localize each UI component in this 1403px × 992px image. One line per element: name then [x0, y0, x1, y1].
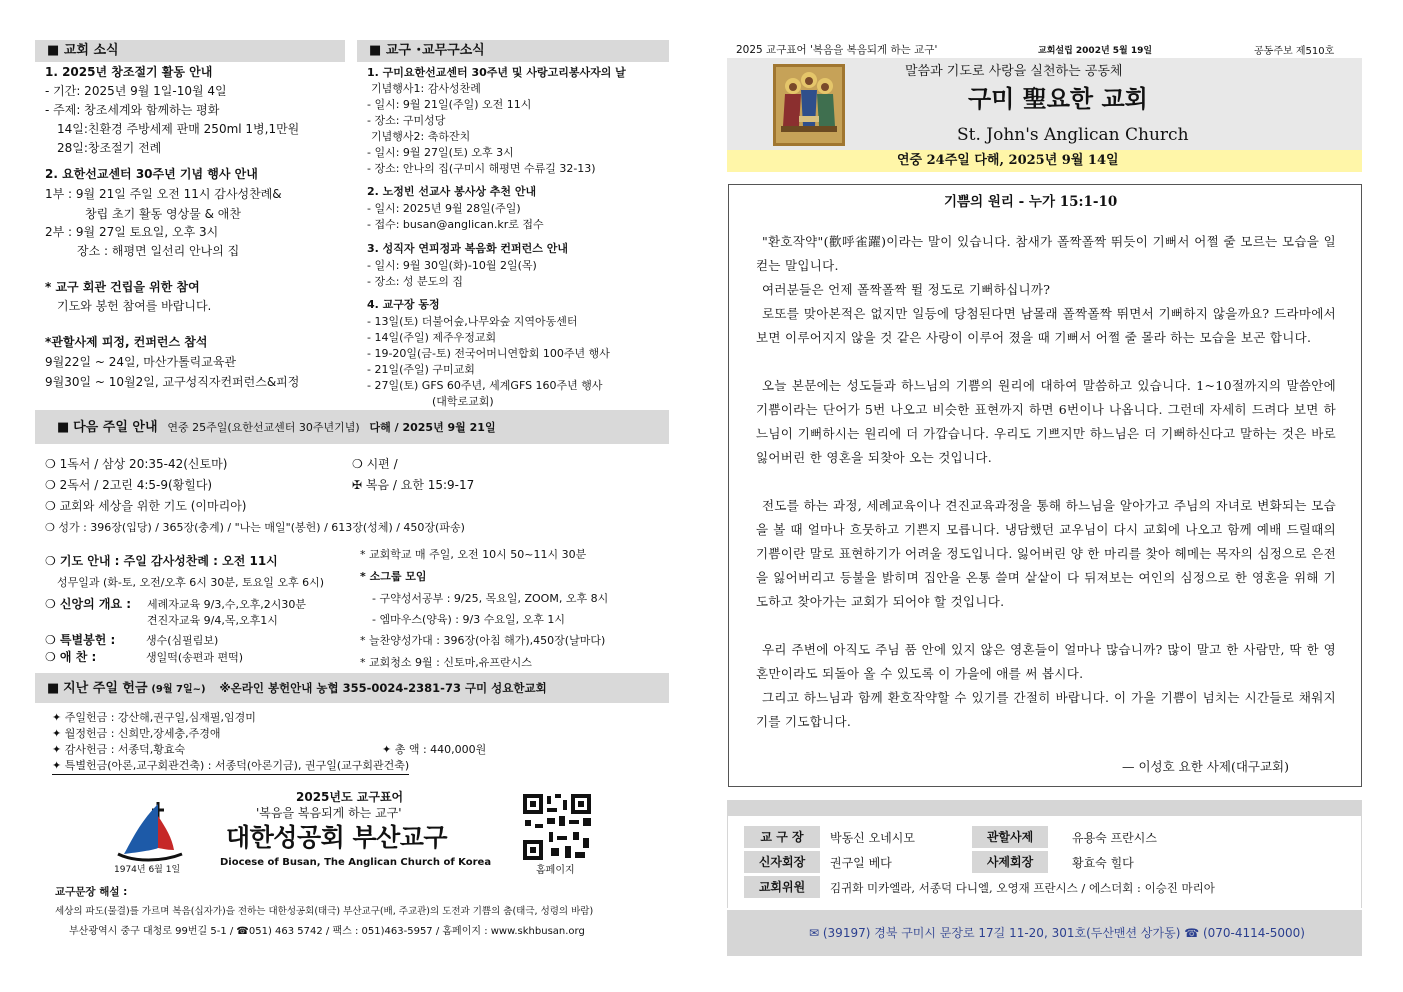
list-item: 14일:친환경 주방세제 판매 250ml 1병,1만원 — [57, 122, 300, 136]
list-item: * 교구 회관 건립을 위한 참여 — [45, 280, 200, 294]
choir: * 늘찬양성가대 : 396장(아침 해가),450장(날마다) — [360, 634, 606, 647]
staff-top-strip — [727, 800, 1362, 816]
motto-year: 2025년도 교구표어 — [296, 790, 404, 804]
diocese-motto: 2025 교구표어 '복음을 복음되게 하는 교구' — [736, 44, 938, 56]
list-item: 2. 노정빈 선교사 봉사상 추천 안내 — [367, 185, 537, 198]
agape-label: ❍ 애 찬 : — [45, 650, 97, 664]
motto: '복음을 복음되게 하는 교구' — [256, 806, 402, 820]
faith-outline-1: 세례자교육 9/3,수,오후,2시30분 — [147, 598, 306, 611]
agape: 생일떡(송편과 편떡) — [146, 651, 244, 664]
bulletin-issue: 공동주보 제510호 — [1254, 46, 1335, 57]
list-item: 9월22일 ~ 24일, 마산가톨릭교육관 — [45, 355, 236, 369]
daily-office: 성무일과 (화-토, 오전/오후 6시 30분, 토요일 오후 6시) — [57, 576, 324, 589]
church-school: * 교회학교 매 주일, 오전 10시 50~11시 30분 — [360, 548, 587, 561]
reading-1: ❍ 1독서 / 삼상 20:35-42(신토마) — [45, 457, 228, 471]
offering-line: ✦ 월정헌금 : 신희만,장세충,주경애 — [52, 727, 221, 740]
diocese-name-kr: 대한성공회 부산교구 — [226, 823, 448, 852]
psalm: ❍ 시편 / — [352, 457, 398, 471]
list-item: - 13일(토) 더불어숲,나무와숲 지역아동센터 — [367, 315, 578, 328]
founded-date: 1974년 6월 1일 — [114, 865, 181, 875]
list-item: - 21일(주일) 구미교회 — [367, 363, 475, 376]
sermon-paragraph: 그리고 하느님과 함께 환호작약할 수 있기를 간절히 바랍니다. 이 가을 기쁨이 넘치는 시간들로 채워지기를 기도합니다. — [756, 690, 1336, 729]
sermon-paragraph: 우리 주변에 아직도 주님 품 안에 있지 않은 영혼들이 얼마나 많습니까? 많이 말고 한 사람만, 딱 한 영혼만이라도 되돌아 올 수 있도록 이 가을에 애를 써 봅시다. — [756, 642, 1336, 681]
list-item: 기도와 봉헌 참여를 바랍니다. — [57, 299, 212, 313]
church-name-en: St. John's Anglican Church — [957, 125, 1189, 145]
list-item: 1부 : 9월 21일 주일 오전 11시 감사성찬례& — [45, 187, 282, 201]
priest-label: 관할사제 — [972, 826, 1048, 848]
square-bullet-icon: ■ — [47, 43, 64, 58]
diocese-news-header: ■ 교구 ･교무구소식 — [357, 40, 669, 62]
list-item: 1. 2025년 창조절기 활동 안내 — [45, 65, 213, 79]
men-president-name: 권구일 베다 — [830, 856, 892, 870]
cleaning: * 교회청소 9월 : 신토마,유프란시스 — [360, 656, 532, 669]
diocese-address: 부산광역시 중구 대청로 99번길 5-1 / ☎051) 463 5742 / 팩스 : 051)463-5957 / 홈페이지 : www.skhbusan.org — [69, 926, 585, 937]
list-item: 창립 초기 활동 영상물 & 애찬 — [85, 207, 241, 221]
list-item: 2. 요한선교센터 30주년 기념 행사 안내 — [45, 167, 258, 181]
list-item: - 기간: 2025년 9월 1일-10월 4일 — [45, 84, 227, 98]
trinity-icon-image — [773, 64, 845, 146]
address-bar — [727, 910, 1362, 956]
list-item: - 접수: busan@anglican.kr로 접수 — [367, 218, 544, 231]
diocese-logo-icon — [110, 796, 190, 868]
men-president-label: 신자회장 — [744, 851, 820, 873]
diocese-name-en: Diocese of Busan, The Anglican Church of Korea — [220, 857, 492, 868]
list-item: (대학로교회) — [432, 395, 494, 408]
list-item: 3. 성직자 연피정과 복음화 컨퍼런스 안내 — [367, 242, 568, 255]
list-item: - 일시: 9월 21일(주일) 오전 11시 — [367, 98, 532, 111]
tagline: 말씀과 기도로 사랑을 실천하는 공동체 — [905, 64, 1123, 79]
women-president-name: 황효숙 힐다 — [1072, 856, 1134, 870]
list-item: - 장소: 안나의 집(구미시 해평면 수류길 32-13) — [367, 162, 596, 175]
square-bullet-icon: ■ — [369, 43, 386, 58]
church-address: ✉ (39197) 경북 구미시 문장로 17길 11-20, 301호(두산맨션 상가동) ☎ (070-4114-5000) — [809, 926, 1305, 940]
gospel: ✠ 복음 / 요한 15:9-17 — [352, 478, 475, 492]
faith-outline-label: ❍ 신앙의 개요 : — [45, 597, 132, 611]
church-founded: 교회설립 2002년 5월 19일 — [1038, 46, 1153, 56]
list-item: - 19-20일(금-토) 전국어머니연합회 100주년 행사 — [367, 347, 610, 360]
faith-outline-2: 견진자교육 9/4,목,오후1시 — [147, 614, 278, 627]
sermon-title: 기쁨의 원리 - 누가 15:1-10 — [944, 194, 1118, 210]
list-item: - 일시: 9월 30일(화)-10월 2일(목) — [367, 259, 537, 272]
sermon-paragraph: 전도를 하는 과정, 세례교육이나 견진교육과정을 통해 하느님을 알아가고 주님의 자녀로 변화되는 모습을 볼 때 얼마나 흐뭇하고 기쁜지 모릅니다. 냉담했던 교우님이 다시 교회에 나오고 함께 예배 드릴때의 기쁨이란 말로 표현하기가 어려울 정도입니다. 잃어버린 양 한 마리를 찾아 헤메는 목자의 심정으로 은전을 잃어버리고 등불을 밝히며 집안을 온통 쓸며 샅샅이 다 뒤져보는 여인의 심정으로 한 영혼을 위해 기도하고 찾아가는 교회가 되어야 할 것입니다. — [756, 498, 1336, 609]
list-item: - 27일(토) GFS 60주년, 세계GFS 160주년 행사 — [367, 379, 603, 392]
emblem-title: 교구문장 해설 : — [55, 886, 128, 898]
next-sunday-header: ■ 다음 주일 안내 연중 25주일(요한선교센터 30주년기념) 다해 / 2025년 9월 21일 — [35, 410, 669, 444]
bishop-label: 교 구 장 — [744, 826, 820, 848]
sermon-author: — 이성호 요한 사제(대구교회) — [1122, 759, 1289, 774]
sermon-paragraph: "환호작약"(歡呼雀躍)이라는 말이 있습니다. 참새가 폴짝폴짝 뛰듯이 기뻐서 어쩔 줄 모르는 모습을 일컫는 말입니다. — [756, 234, 1336, 273]
offering-line: ✦ 특별헌금(아론,교구회관건축) : 서종덕(아론기금), 권구일(교구회관건축) — [52, 757, 409, 775]
list-item: - 주제: 창조세계와 함께하는 평화 — [45, 103, 220, 117]
list-item: 4. 교구장 동정 — [367, 298, 440, 311]
committee-label: 교회위원 — [744, 876, 820, 898]
priest-name: 유용숙 프란시스 — [1072, 831, 1157, 845]
hymns: ❍ 성가 : 396장(입당) / 365장(충계) / "나는 매일"(봉헌) / 613장(성체) / 450장(파송) — [45, 521, 465, 534]
offering-header: ■ 지난 주일 헌금 (9월 7일~) ※온라인 봉헌안내 농협 355-0024-2381-73 구미 성요한교회 — [35, 673, 669, 703]
list-item: - 일시: 9월 27일(토) 오후 3시 — [367, 146, 514, 159]
emblem-description: 세상의 파도(물결)를 가르며 복음(십자가)을 전하는 대한성공회(태극) 부산교구(배, 주교관)의 도전과 기쁨의 춤(태극, 성령의 바람) — [55, 906, 594, 917]
list-item: *관할사제 피정, 컨퍼런스 참석 — [45, 335, 208, 349]
list-item: - 장소: 성 분도의 집 — [367, 275, 464, 288]
sermon-paragraph: 오늘 본문에는 성도들과 하느님의 기쁨의 원리에 대하여 말씀하고 있습니다. 1~10절까지의 말씀안에 기쁨이라는 단어가 5번 나오고 비슷한 표현까지 하면 6번이나 나옵니다. 그런데 자세히 드려다 보면 하느님이 기뻐하시는 원리에 더 가깝습니다. 우리도 기쁘지만 하느님은 더 기뻐하신다고 말하는 것은 바로 잃어버린 한 영혼을 되찾아 오는 것입니다. — [756, 378, 1336, 465]
list-item: 장소 : 해평면 일선리 안나의 집 — [77, 244, 240, 258]
special-offering-label: ❍ 특별봉헌 : — [45, 633, 116, 647]
list-item: 기념행사1: 감사성찬례 — [371, 82, 481, 95]
special-offering: 생수(심필림보) — [146, 634, 219, 647]
small-group-2: - 엠마우스(양육) : 9/3 수요일, 오후 1시 — [372, 613, 565, 626]
offering-total: ✦ 총 액 : 440,000원 — [382, 743, 487, 756]
list-item: - 일시: 2025년 9월 28일(주일) — [367, 202, 521, 215]
square-bullet-icon: ■ — [57, 420, 70, 435]
list-item: 1. 구미요한선교센터 30주년 및 사랑고리봉사자의 날 — [367, 66, 626, 79]
list-item: - 장소: 구미성당 — [367, 114, 446, 127]
bishop-name: 박동신 오네시모 — [830, 831, 915, 845]
church-name-kr: 구미 聖요한 교회 — [968, 84, 1148, 113]
reading-2: ❍ 2독서 / 2고린 4:5-9(황힐다) — [45, 478, 213, 492]
committee-names: 김귀화 미카엘라, 서종덕 다니엘, 오영재 프란시스 / 에스더회 : 이승진 마리아 — [830, 881, 1215, 895]
offering-line: ✦ 주일헌금 : 강산해,권구일,심재필,임경미 — [52, 711, 256, 724]
qr-code-icon[interactable] — [521, 792, 593, 862]
sermon-paragraph: 로또를 맞아본적은 없지만 일등에 당첨된다면 남몰래 폴짝폴짝 뛰면서 기뻐하지 않을까요? 드라마에서 보면 이루어지지 않을 것 같은 사랑이 이루어 졌을 때 기뻐서 어쩔 줄 몰라 하는 모습을 보곤 합니다. — [756, 306, 1336, 345]
sermon-paragraph: 여러분들은 언제 폴짝폴짝 뛸 정도로 기뻐하십니까? — [762, 282, 1051, 297]
list-item: 기념행사2: 축하잔치 — [371, 130, 471, 143]
offering-line: ✦ 감사헌금 : 서종덕,황효숙 — [52, 743, 186, 756]
date-bar: 연중 24주일 다해, 2025년 9월 14일 — [727, 150, 1362, 172]
women-president-label: 사제회장 — [972, 851, 1048, 873]
homepage-label: 홈페이지 — [536, 865, 575, 876]
square-bullet-icon: ■ — [47, 681, 60, 696]
prayer-of-church: ❍ 교회와 세상을 위한 기도 (이마리아) — [45, 499, 247, 513]
church-news-header: ■ 교회 소식 — [35, 40, 345, 62]
list-item: 9월30일 ~ 10월2일, 교구성직자컨퍼런스&피정 — [45, 375, 300, 389]
list-item: - 14일(주일) 제주우정교회 — [367, 331, 497, 344]
small-group-1: - 구약성서공부 : 9/25, 목요일, ZOOM, 오후 8시 — [372, 592, 609, 605]
small-group: * 소그룹 모임 — [360, 570, 427, 583]
list-item: 2부 : 9월 27일 토요일, 오후 3시 — [45, 225, 219, 239]
list-item: 28일:창조절기 전례 — [57, 141, 162, 155]
prayer-guide: ❍ 기도 안내 : 주일 감사성찬례 : 오전 11시 — [45, 554, 278, 568]
